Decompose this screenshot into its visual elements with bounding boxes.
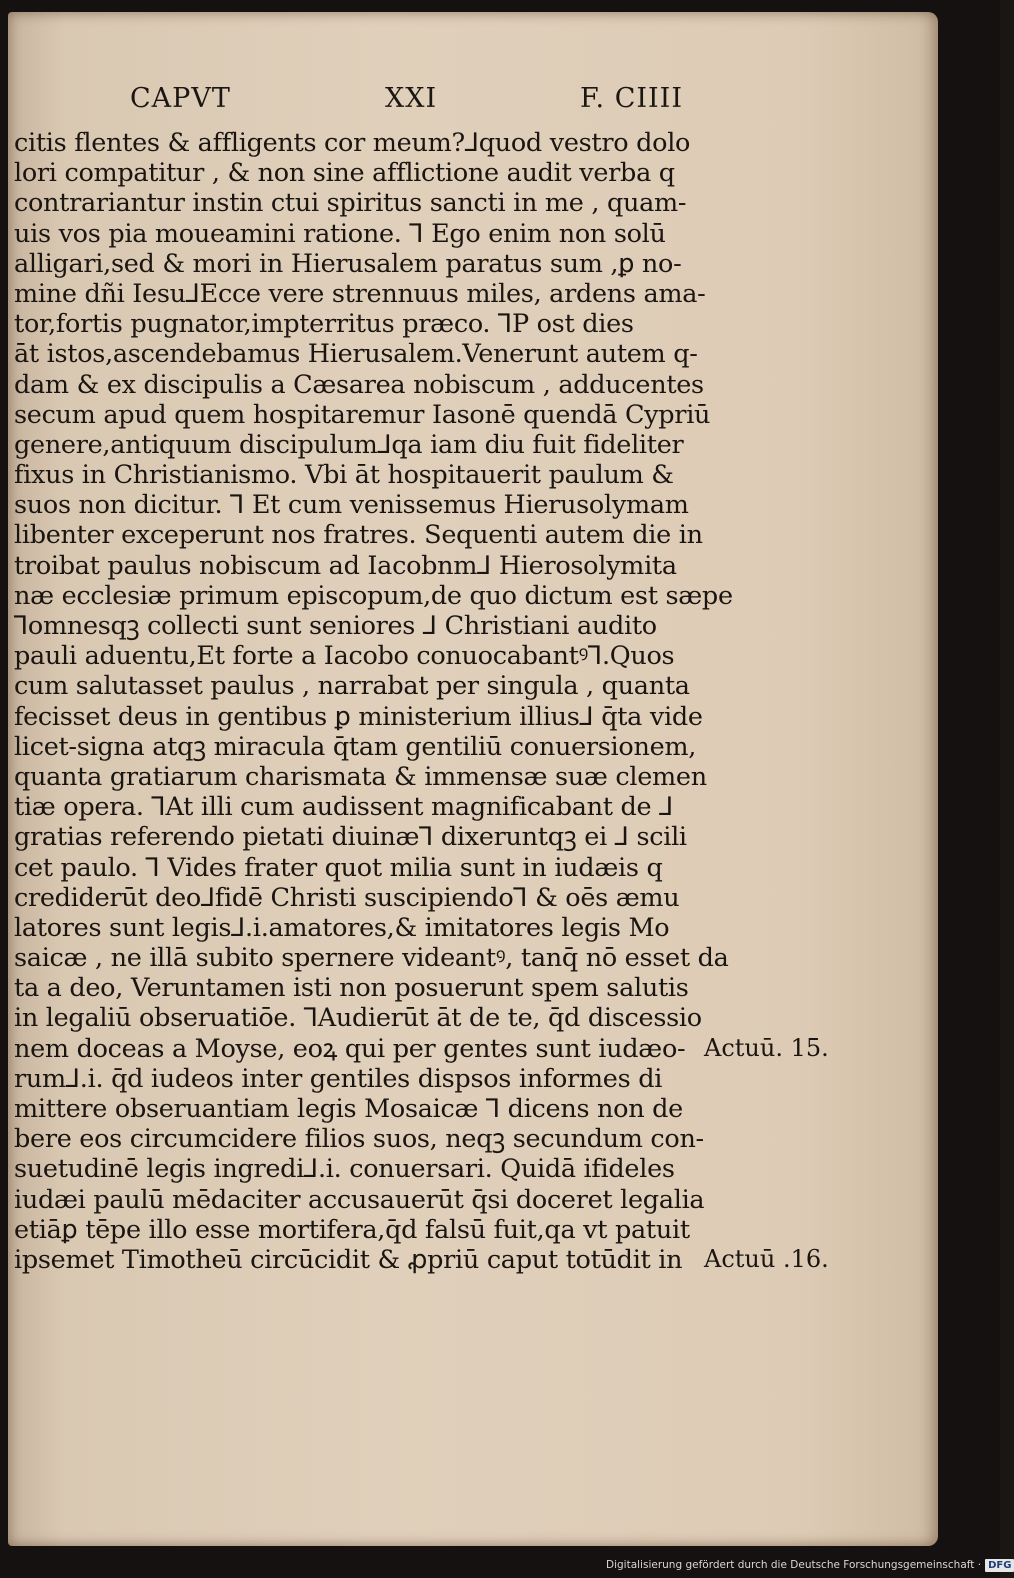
text-line: gratias referendo pietati diuinæ⅂ dixeruntqꝫ ei ⅃ scili: [14, 822, 687, 853]
text-line: libenter exceperunt nos fratres. Sequenti autem die in: [14, 520, 703, 551]
text-line: āt istos,ascendebamus Hierusalem.Venerunt autem q-: [14, 339, 698, 370]
header-chapter: CAPVT: [130, 83, 231, 114]
text-line: cum salutasset paulus , narrabat per singula , quanta: [14, 671, 690, 702]
text-line: crediderūt deo⅃fidē Christi suscipiendo⅂ & oēs æmu: [14, 882, 680, 913]
dfg-logo: DFG: [985, 1559, 1014, 1572]
text-line: saicæ , ne illā subito spernere videantꝰ, tanq̄ nō esset da: [14, 943, 729, 974]
running-header: [130, 83, 710, 125]
text-line: næ ecclesiæ primum episcopum,de quo dictum est sæpe: [14, 580, 733, 611]
text-line: mine dñi Iesu⅃Ecce vere strennuus miles, ardens ama-: [14, 278, 706, 309]
text-line: ipsemet Timotheū circūcidit & ꝓpriū caput totūdit in: [14, 1244, 683, 1275]
text-line: suetudinē legis ingredi⅃.i. conuersari. Quidā ifideles: [14, 1154, 675, 1185]
text-line: mittere obseruantiam legis Mosaicæ ⅂ dicens non de: [14, 1094, 683, 1124]
text-line: fixus in Christianismo. Vbi āt hospitauerit paulum &: [14, 460, 674, 491]
digitization-credit: [606, 1556, 1014, 1574]
text-line: citis flentes & affligents cor meum?⅃quod vestro dolo: [14, 128, 691, 158]
text-line: alligari,sed & mori in Hierusalem paratus sum ,ꝑ no-: [14, 248, 682, 279]
text-line: genere,antiquum discipulum⅃qa iam diu fuit fideliter: [14, 429, 684, 460]
credit-text: Digitalisierung gefördert durch die Deutsche Forschungsgemeinschaft ·: [606, 1559, 982, 1571]
text-line: cet paulo. ⅂ Vides frater quot milia sunt in iudæis q: [14, 852, 663, 883]
text-line: secum apud quem hospitaremur Iasonē quendā Cypriū: [14, 399, 711, 430]
text-line: licet-signa atqꝫ miracula q̄tam gentiliū conuersionem,: [14, 731, 697, 762]
text-line: quanta gratiarum charismata & immensæ suæ clemen: [14, 761, 707, 792]
text-line: rum⅃.i. q̄d iudeos inter gentiles dispsos informes di: [14, 1063, 663, 1094]
text-line: etiāꝑ tēpe illo esse mortifera,q̄d falsū fuit,qa vt patuit: [14, 1214, 690, 1245]
text-line: uis vos pia moueamini ratione. ⅂ Ego enim non solū: [14, 218, 666, 249]
text-line: suos non dicitur. ⅂ Et cum venissemus Hierusolymam: [14, 490, 689, 521]
text-line: fecisset deus in gentibus ꝑ ministerium illius⅃ q̄ta vide: [14, 701, 703, 732]
header-chapter-number: XXI: [385, 83, 438, 114]
text-line: tor,fortis pugnator,impterritus præco. ⅂P ost dies: [14, 309, 634, 340]
text-line: ⅂omnesqꝫ collecti sunt seniores ⅃ Christiani audito: [14, 611, 657, 641]
header-folio: F. CIIII: [580, 83, 684, 114]
marginal-note: Actuū. 15.: [704, 1034, 829, 1062]
text-line: iudæi paulū mēdaciter accusauerūt q̄si doceret legalia: [14, 1184, 705, 1215]
text-line: ta a deo, Veruntamen isti non posuerunt spem salutis: [14, 973, 689, 1004]
text-line: latores sunt legis⅃.i.amatores,& imitatores legis Mo: [14, 912, 670, 943]
text-line: contrariantur instin ctui spiritus sancti in me , quam-: [14, 188, 687, 219]
text-line: pauli aduentu,Et forte a Iacobo conuocabantꝰ⅂.Quos: [14, 641, 675, 672]
text-line: troibat paulus nobiscum ad Iacobnm⅃ Hierosolymita: [14, 550, 677, 581]
text-line: lori compatitur , & non sine afflictione audit verba q: [14, 158, 675, 189]
text-line: in legaliū obseruatiōe. ⅂Audierūt āt de te, q̄d discessio: [14, 1003, 702, 1034]
main-text: [14, 128, 733, 1275]
text-line: nem doceas a Moyse, eoꝝ qui per gentes sunt iudæo-: [14, 1033, 686, 1064]
marginal-note: Actuū .16.: [704, 1245, 829, 1274]
text-line: tiæ opera. ⅂At illi cum audissent magnificabant de ⅃: [14, 792, 674, 823]
text-line: bere eos circumcidere filios suos, neqꝫ secundum con-: [14, 1124, 704, 1155]
text-line: dam & ex discipulis a Cæsarea nobiscum , adducentes: [14, 369, 704, 400]
